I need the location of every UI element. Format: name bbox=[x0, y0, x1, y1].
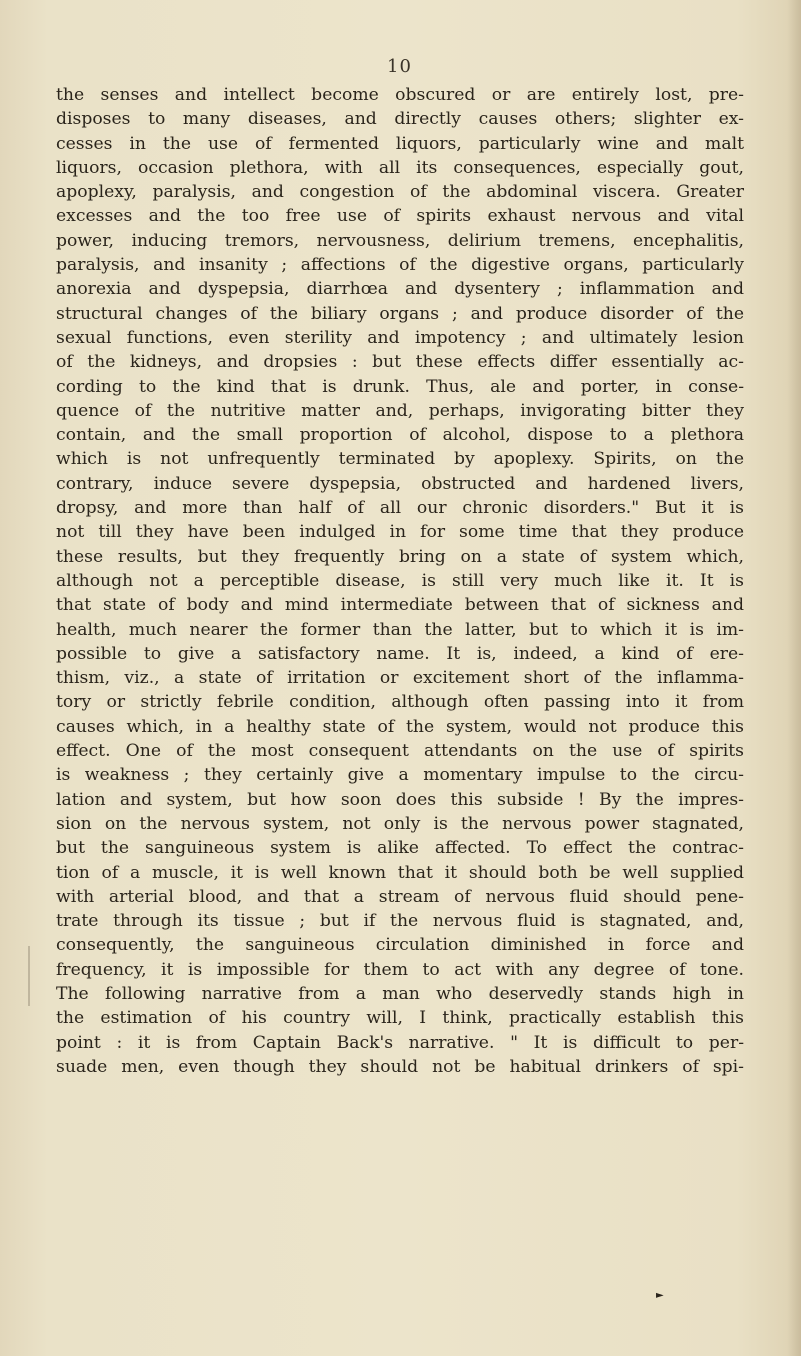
text-line: contain, and the small proportion of alcohol, dispose to a plethora bbox=[56, 425, 744, 446]
text-line: lation and system, but how soon does this subside ! By the impres- bbox=[56, 789, 744, 810]
text-line: not till they have been indulged in for some time that they produce bbox=[56, 522, 744, 543]
text-line: sexual functions, even sterility and impotency ; and ultimately lesion bbox=[56, 327, 744, 348]
text-line: structural changes of the biliary organs ; and produce disorder of the bbox=[56, 303, 744, 324]
text-line: contrary, induce severe dyspepsia, obstructed and hardened livers, bbox=[56, 473, 744, 494]
text-line: power, inducing tremors, nervousness, delirium tremens, encephalitis, bbox=[56, 230, 744, 251]
text-line: paralysis, and insanity ; affections of the digestive organs, particularly bbox=[56, 255, 744, 276]
body-text bbox=[56, 83, 744, 1079]
text-line: excesses and the too free use of spirits exhaust nervous and vital bbox=[56, 206, 744, 227]
text-line: causes which, in a healthy state of the system, would not produce this bbox=[56, 716, 744, 737]
text-line: trate through its tissue ; but if the nervous fluid is stagnated, and, bbox=[56, 911, 744, 932]
text-line: is weakness ; they certainly give a momentary impulse to the circu- bbox=[56, 765, 744, 786]
text-line: cesses in the use of fermented liquors, particularly wine and malt bbox=[56, 133, 744, 154]
text-line: dropsy, and more than half of all our chronic disorders." But it is bbox=[56, 498, 744, 519]
text-line: tory or strictly febrile condition, although often passing into it from bbox=[56, 692, 744, 713]
text-line: possible to give a satisfactory name. It is, indeed, a kind of ere- bbox=[56, 643, 744, 664]
printer-mark: ► bbox=[656, 1290, 664, 1301]
margin-mark bbox=[28, 946, 30, 1006]
text-line: sion on the nervous system, not only is the nervous power stagnated, bbox=[56, 813, 744, 834]
text-line: point : it is from Captain Back's narrative. " It is difficult to per- bbox=[56, 1032, 744, 1053]
text-line: cording to the kind that is drunk. Thus, ale and porter, in conse- bbox=[56, 376, 744, 397]
text-line: the senses and intellect become obscured or are entirely lost, pre- bbox=[56, 85, 744, 105]
text-line: quence of the nutritive matter and, perhaps, invigorating bitter they bbox=[56, 400, 744, 421]
text-line: anorexia and dyspepsia, diarrhœa and dysentery ; inflammation and bbox=[56, 279, 744, 300]
text-line: frequency, it is impossible for them to act with any degree of tone. bbox=[56, 959, 744, 980]
text-line: the estimation of his country will, I think, practically establish this bbox=[56, 1008, 744, 1029]
page-edge-shadow bbox=[787, 0, 801, 1356]
text-line: effect. One of the most consequent attendants on the use of spirits bbox=[56, 741, 744, 762]
text-line: tion of a muscle, it is well known that it should both be well supplied bbox=[56, 862, 744, 883]
text-line: disposes to many diseases, and directly causes others; slighter ex- bbox=[56, 109, 744, 130]
text-line: these results, but they frequently bring on a state of system which, bbox=[56, 546, 744, 567]
text-line: with arterial blood, and that a stream of nervous fluid should pene- bbox=[56, 886, 744, 907]
text-line: liquors, occasion plethora, with all its consequences, especially gout, bbox=[56, 157, 744, 178]
text-line: of the kidneys, and dropsies : but these effects differ essentially ac- bbox=[56, 352, 744, 373]
text-line: suade men, even though they should not be habitual drinkers of spi- bbox=[56, 1056, 744, 1077]
text-line: but the sanguineous system is alike affected. To effect the contrac- bbox=[56, 838, 744, 859]
text-line: The following narrative from a man who deservedly stands high in bbox=[56, 983, 744, 1004]
text-line: consequently, the sanguineous circulation diminished in force and bbox=[56, 935, 744, 956]
text-line: thism, viz., a state of irritation or excitement short of the inflamma- bbox=[56, 668, 744, 689]
text-line: which is not unfrequently terminated by apoplexy. Spirits, on the bbox=[56, 449, 744, 470]
text-line: apoplexy, paralysis, and congestion of the abdominal viscera. Greater bbox=[56, 182, 744, 203]
page-number: 10 bbox=[387, 56, 412, 77]
text-line: health, much nearer the former than the latter, but to which it is im- bbox=[56, 619, 744, 640]
text-line: that state of body and mind intermediate between that of sickness and bbox=[56, 595, 744, 616]
text-line: although not a perceptible disease, is still very much like it. It is bbox=[56, 570, 744, 591]
